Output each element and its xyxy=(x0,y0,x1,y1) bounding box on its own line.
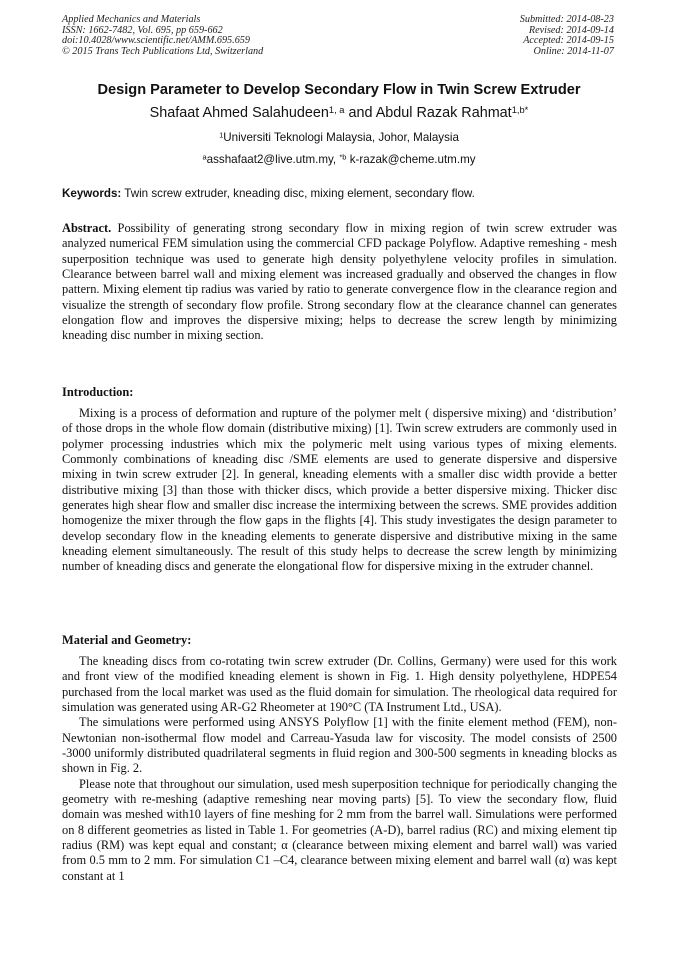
journal-info xyxy=(62,15,263,57)
material-paragraph-3: Please note that throughout our simulation, used mesh superposition technique for periodically changing the geometry with re-meshing (adaptive remeshing near moving parts) [5]. To view the secondary flow, fluid domain was meshed with10 layers of fine meshing for 2 mm from the barrel wall. Simulations were performed on 8 different geometries as listed in Table 1. For geometries (A-D), barrel radius (RC) and mixing element tip radius (RM) was kept equal and constant; α (clearance between mixing element and barrel wall) was varied from 0.5 mm to 2 mm. For simulation C1 –C4, clearance between mixing element and barrel wall (α) was kept constant at 1 xyxy=(62,776,617,883)
author-emails xyxy=(0,153,678,166)
email-b: k-razak@cheme.utm.my xyxy=(346,153,476,166)
introduction-body xyxy=(62,406,617,575)
abstract-label: Abstract. xyxy=(62,221,112,235)
author-2: Abdul Razak Rahmat xyxy=(375,105,512,121)
affiliation-text: Universiti Teknologi Malaysia, Johor, Malaysia xyxy=(223,131,459,144)
copyright-line: © 2015 Trans Tech Publications Ltd, Switzerland xyxy=(62,45,264,57)
author-line xyxy=(0,105,678,121)
introduction-heading: Introduction: xyxy=(62,385,134,399)
affiliation-mark: 1 xyxy=(219,130,224,140)
author-1-affiliation-mark: 1, a xyxy=(328,104,345,115)
revised-date: Revised: 2014-09-14 xyxy=(528,24,614,36)
doi-line: doi:10.4028/www.scientific.net/AMM.695.659 xyxy=(62,35,250,47)
abstract-text: Possibility of generating strong secondary flow in mixing region of twin screw extruder was analyzed numerical FEM simulation using the commercial CFD package Polyflow. Adaptive remeshing - mesh superposition technique was used to generate high density polyethylene velocity profiles in simulation. Clearance between barrel wall and mixing element was increased gradually and observed the changes in flow pattern. Mixing element tip radius was varied by ratio to generate convergence flow in the clearance region and visualize the strength of secondary flow profile. Strong secondary flow at the clearance channel can generates elongation flow and improves the dispersive mixing; helps to decrease the screw length by minimizing kneading disc number in mixing section. xyxy=(62,221,617,343)
material-body xyxy=(62,654,617,884)
keywords-label: Keywords: xyxy=(62,187,122,200)
author-1: Shafaat Ahmed Salahudeen xyxy=(149,105,329,121)
submitted-date: Submitted: 2014-08-23 xyxy=(519,14,614,25)
introduction-paragraph: Mixing is a process of deformation and rupture of the polymer melt ( dispersive mixing) and ‘distribution’ of those drops in the whole flow domain (distributive mixing) [1]. Twin screw extruders are commonly used in polymer processing industries which mix the polymeric melt using various types of mixing elements. Commonly combinations of kneading disc /SME elements are used to generate dispersive and dispersive mixing in twin screw extruder [2]. In general, kneading elements with a smaller disc width provide a better distributive mixing [3] than those with thicker discs, which provide a better dispersive mixing. Thicker disc generates high shear flow and smaller disc increase the intermixing between the screws. SME provides addition homogenize the mixer through the flow gaps in the flights [4]. This study investigates the design parameter to develop secondary flow in the kneading elements to generate dispersive and distributive mixing in the same kneading element simultaneously. The result of this study helps to decrease the screw length by minimizing number of kneading discs and generate the elongational flow for dispersive mixing in the extruder channel. xyxy=(62,406,617,574)
email-a-mark: a xyxy=(202,152,207,162)
keywords-text: Twin screw extruder, kneading disc, mixing element, secondary flow. xyxy=(121,187,475,200)
paper-title: Design Parameter to Develop Secondary Flow in Twin Screw Extruder xyxy=(97,82,581,98)
affiliation xyxy=(0,131,678,144)
material-heading: Material and Geometry: xyxy=(62,633,192,647)
accepted-date: Accepted: 2014-09-15 xyxy=(523,35,614,47)
email-b-mark: *b xyxy=(339,152,347,162)
author-2-affiliation-mark: 1,b* xyxy=(511,104,529,115)
email-a: asshafaat2@live.utm.my, xyxy=(206,153,340,166)
keywords xyxy=(62,187,618,200)
publication-dates xyxy=(520,15,614,57)
online-date: Online: 2014-11-07 xyxy=(533,45,614,57)
material-paragraph-2: The simulations were performed using ANSYS Polyflow [1] with the finite element method (FEM), non-Newtonian non-isothermal flow model and Carreau-Yasuda law for viscosity. The model consists of 2500 -3000 uniformly distributed quadrilateral segments in fluid region and 300-500 segments in kneading blocks as shown in Fig. 2. xyxy=(62,715,617,776)
issn-line: ISSN: 1662-7482, Vol. 695, pp 659-662 xyxy=(62,24,223,36)
author-conjunction: and xyxy=(344,105,376,121)
material-paragraph-1: The kneading discs from co-rotating twin screw extruder (Dr. Collins, Germany) were used for this work and front view of the modified kneading element is shown in Fig. 1. High density polyethylene, HDPE54 purchased from the local market was used as the fluid domain for simulation. The rheological data required for simulation was generated using AR-G2 Rheometer at 190°C (TA Instrument Ltd., USA). xyxy=(62,654,617,715)
journal-name: Applied Mechanics and Materials xyxy=(62,14,201,25)
abstract xyxy=(62,221,617,344)
